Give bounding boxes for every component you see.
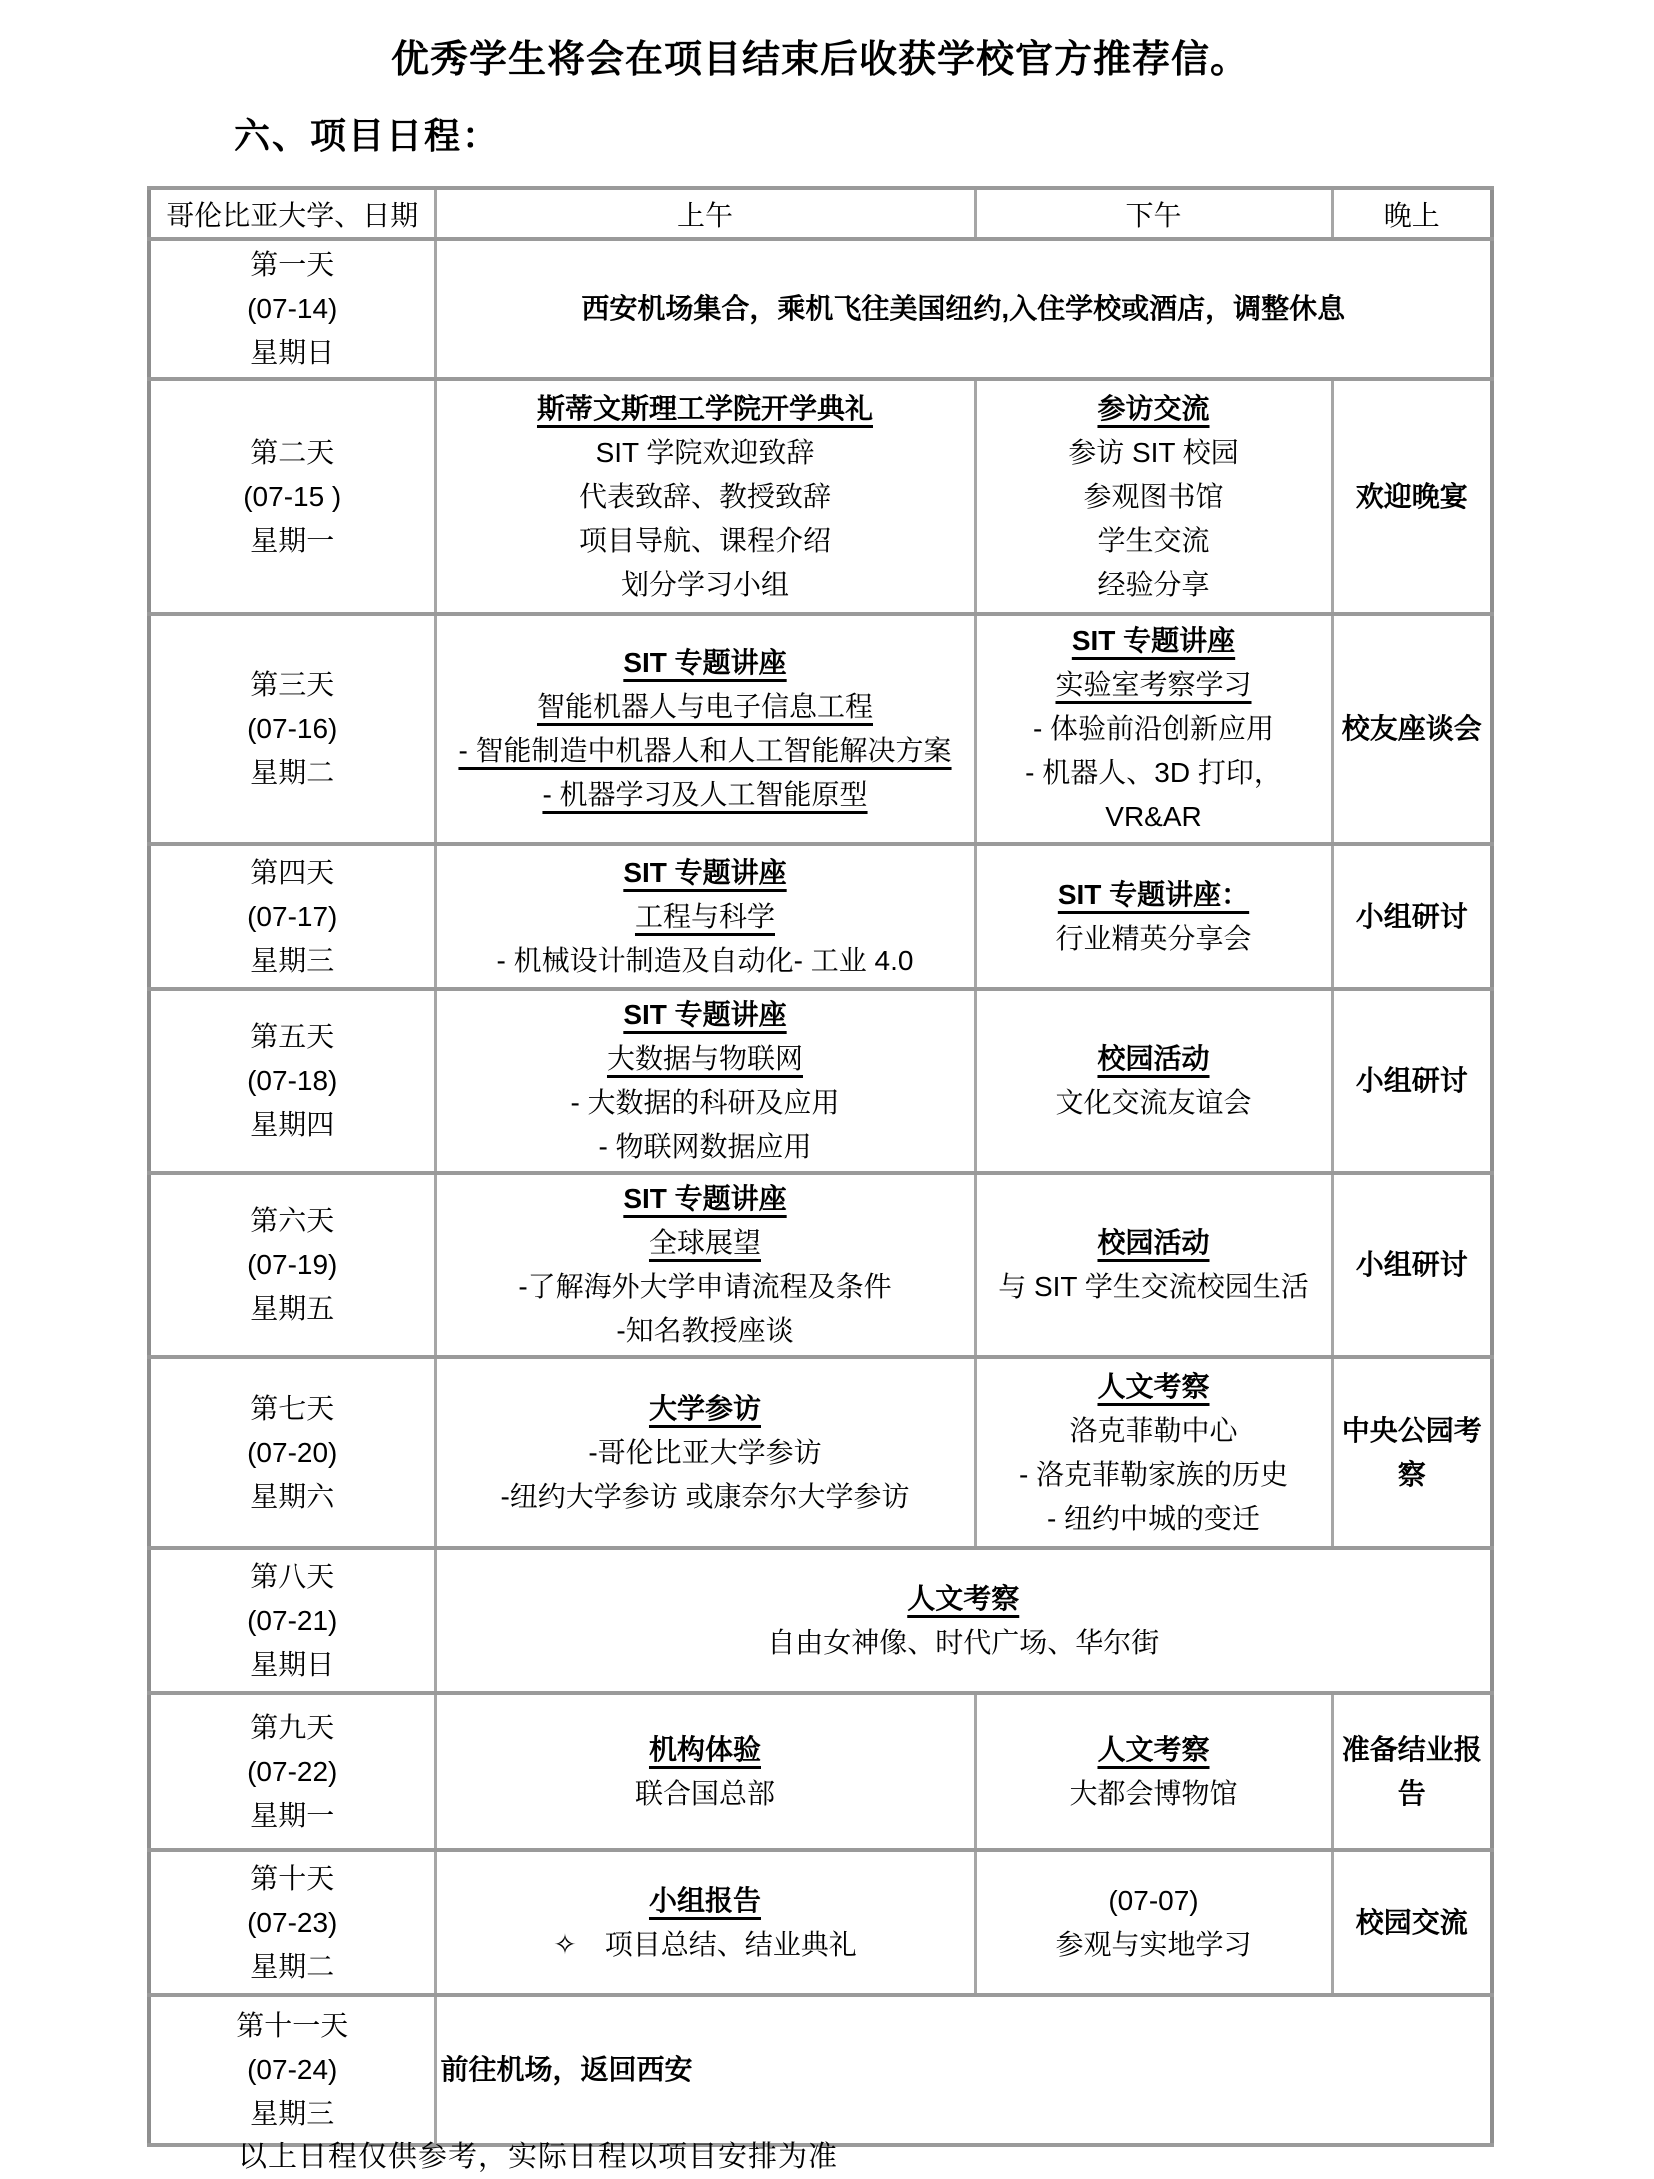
cell-line: 小组研讨: [1355, 900, 1468, 932]
day-cell: [149, 379, 435, 614]
evening-cell: [1332, 1850, 1492, 1995]
merged-activity-cell: [435, 1995, 1492, 2145]
day-cell: [149, 1850, 435, 1995]
morning-cell: [435, 844, 975, 989]
day-line: (07-18): [247, 1065, 338, 1096]
merged-activity-cell: [435, 239, 1492, 379]
cell-line: - 机器人、3D 打印，VR&AR: [1025, 757, 1282, 832]
day-line: 第六天: [250, 1205, 335, 1236]
cell-line: 人文考察: [1097, 1733, 1210, 1765]
afternoon-cell: [975, 1850, 1332, 1995]
schedule-table: [147, 186, 1494, 2147]
cell-line: 联合国总部: [634, 1777, 775, 1809]
afternoon-cell: [975, 1357, 1332, 1548]
cell-line: - 洛克菲勒家族的历史: [1018, 1458, 1289, 1490]
day-cell: [149, 1173, 435, 1357]
evening-cell: [1332, 1693, 1492, 1850]
schedule-body: [149, 239, 1492, 2145]
cell-line: 划分学习小组: [620, 568, 789, 600]
day-line: 星期三: [250, 944, 335, 976]
cell-line: 小组报告: [648, 1884, 761, 1916]
cell-line: 中央公园考察: [1341, 1414, 1482, 1490]
day-line: 星期六: [250, 1480, 335, 1512]
schedule-row: [149, 844, 1492, 989]
cell-line: - 机器学习及人工智能原型: [542, 779, 868, 810]
day-line: (07-20): [247, 1436, 338, 1468]
morning-cell: [435, 989, 975, 1173]
morning-cell: [435, 1693, 975, 1850]
cell-line: - 机械设计制造及自动化- 工业 4.0: [496, 944, 914, 976]
cell-line: 人文考察: [1097, 1370, 1210, 1402]
cell-line: 大都会博物馆: [1069, 1777, 1238, 1809]
cell-line: 人文考察: [907, 1582, 1020, 1614]
evening-cell: [1332, 1173, 1492, 1357]
day-line: 第八天: [250, 1560, 335, 1592]
day-line: 第七天: [250, 1392, 335, 1424]
schedule-row: [149, 239, 1492, 379]
cell-line: SIT 专题讲座：: [1057, 878, 1250, 910]
header-cell-date: 哥伦比亚大学、日期: [149, 188, 435, 239]
top-note: 优秀学生将会在项目结束后收获学校官方推荐信。: [390, 39, 1249, 81]
day-line: 第十一天: [236, 2010, 349, 2041]
afternoon-cell: [975, 1173, 1332, 1357]
cell-line: 经验分享: [1097, 568, 1210, 600]
evening-cell: [1332, 379, 1492, 614]
day-line: (07-17): [247, 900, 338, 932]
day-line: 第二天: [250, 436, 335, 468]
afternoon-cell: [975, 379, 1332, 614]
day-cell: [149, 239, 435, 379]
morning-cell: [435, 1850, 975, 1995]
cell-line: 校园交流: [1355, 1906, 1468, 1938]
day-line: (07-15 ): [243, 480, 342, 512]
evening-cell: [1332, 614, 1492, 844]
cell-line: 前往机场，返回西安: [440, 2054, 693, 2085]
day-line: (07-14): [247, 293, 338, 324]
footer-note: 以上日程仅供参考，实际日程以项目安排为准: [238, 2141, 839, 2173]
cell-line: 大学参访: [648, 1392, 761, 1424]
morning-cell: [435, 379, 975, 614]
day-line: 星期一: [250, 1799, 335, 1831]
day-line: 星期日: [250, 337, 335, 368]
cell-line: 参访交流: [1097, 392, 1210, 424]
day-line: 星期四: [250, 1109, 335, 1140]
day-line: (07-19): [247, 1249, 338, 1280]
cell-line: - 纽约中城的变迁: [1046, 1502, 1261, 1534]
day-cell: [149, 614, 435, 844]
day-line: 第一天: [250, 249, 335, 280]
header-cell-evening: 晚上: [1332, 188, 1492, 239]
cell-line: SIT 专题讲座: [623, 999, 787, 1030]
cell-line: 项目导航、课程介绍: [578, 524, 831, 556]
cell-line: 全球展望: [648, 1227, 761, 1258]
day-line: (07-24): [247, 2054, 338, 2085]
cell-line: 校园活动: [1097, 1043, 1210, 1074]
schedule-row: [149, 1173, 1492, 1357]
cell-line: 参观与实地学习: [1055, 1928, 1252, 1960]
day-cell: [149, 1693, 435, 1850]
cell-line: - 物联网数据应用: [598, 1131, 812, 1162]
afternoon-cell: [975, 614, 1332, 844]
day-line: (07-23): [247, 1906, 338, 1938]
schedule-row: [149, 1995, 1492, 2145]
cell-line: SIT 专题讲座: [623, 856, 787, 888]
day-line: 第十天: [250, 1862, 335, 1894]
cell-line: 小组研讨: [1355, 1065, 1468, 1096]
day-line: (07-21): [247, 1604, 338, 1636]
morning-cell: [435, 1357, 975, 1548]
cell-line: 学生交流: [1097, 524, 1210, 556]
day-cell: [149, 1357, 435, 1548]
schedule-row: [149, 1693, 1492, 1850]
day-line: 星期一: [250, 524, 335, 556]
cell-line: 参访 SIT 校园: [1068, 436, 1239, 468]
merged-activity-cell: [435, 1548, 1492, 1693]
day-cell: [149, 989, 435, 1173]
cell-line: SIT 学院欢迎致辞: [595, 436, 815, 468]
cell-line: 西安机场集合，乘机飞往美国纽约,入住学校或酒店，调整休息: [581, 293, 1346, 324]
cell-line: - 智能制造中机器人和人工智能解决方案: [458, 735, 952, 766]
cell-line: 准备结业报告: [1341, 1733, 1482, 1809]
day-cell: [149, 1995, 435, 2145]
day-cell: [149, 1548, 435, 1693]
cell-line: 校园活动: [1097, 1227, 1210, 1258]
evening-cell: [1332, 844, 1492, 989]
cell-line: 与 SIT 学生交流校园生活: [998, 1271, 1309, 1302]
cell-line: 实验室考察学习: [1055, 669, 1252, 700]
schedule-row: [149, 614, 1492, 844]
cell-line: 机构体验: [648, 1733, 761, 1765]
schedule-row: [149, 1357, 1492, 1548]
cell-line: -知名教授座谈: [616, 1315, 794, 1346]
header-cell-morning: 上午: [435, 188, 975, 239]
cell-line: 校友座谈会: [1341, 713, 1482, 744]
morning-cell: [435, 614, 975, 844]
cell-line: -哥伦比亚大学参访: [588, 1436, 822, 1468]
day-line: 星期五: [250, 1293, 335, 1324]
afternoon-cell: [975, 844, 1332, 989]
cell-line: 欢迎晚宴: [1355, 480, 1468, 512]
cell-line: 智能机器人与电子信息工程: [536, 691, 873, 722]
evening-cell: [1332, 1357, 1492, 1548]
day-line: 第四天: [250, 856, 335, 888]
day-line: 第五天: [250, 1021, 335, 1052]
afternoon-cell: [975, 1693, 1332, 1850]
section-heading: 六、项目日程：: [234, 115, 501, 156]
day-line: 第三天: [250, 669, 335, 700]
day-line: (07-22): [247, 1755, 338, 1787]
schedule-header-row: [149, 188, 1492, 239]
day-line: 星期日: [250, 1648, 335, 1680]
evening-cell: [1332, 989, 1492, 1173]
day-cell: [149, 844, 435, 989]
cell-line: 行业精英分享会: [1055, 922, 1252, 954]
day-line: 星期二: [250, 757, 335, 788]
cell-line: - 体验前沿创新应用: [1032, 713, 1275, 744]
cell-line: 洛克菲勒中心: [1069, 1414, 1238, 1446]
cell-line: 参观图书馆: [1083, 480, 1224, 512]
schedule-row: [149, 1548, 1492, 1693]
cell-line: SIT 专题讲座: [623, 647, 787, 678]
day-line: 第九天: [250, 1711, 335, 1743]
cell-line: (07-07): [1108, 1884, 1199, 1916]
cell-line: SIT 专题讲座: [623, 1183, 787, 1214]
cell-line: 斯蒂文斯理工学院开学典礼: [536, 392, 873, 424]
afternoon-cell: [975, 989, 1332, 1173]
cell-line: - 大数据的科研及应用: [570, 1087, 840, 1118]
cell-line: 文化交流友谊会: [1055, 1087, 1252, 1118]
cell-line: 代表致辞、教授致辞: [578, 480, 831, 512]
cell-line: -纽约大学参访 或康奈尔大学参访: [500, 1480, 910, 1512]
cell-line: 小组研讨: [1355, 1249, 1468, 1280]
day-line: (07-16): [247, 713, 338, 744]
cell-line: 工程与科学: [634, 900, 775, 932]
morning-cell: [435, 1173, 975, 1357]
cell-line: ✧ 项目总结、结业典礼: [553, 1928, 857, 1960]
day-line: 星期二: [250, 1950, 335, 1982]
schedule-row: [149, 989, 1492, 1173]
schedule-row: [149, 1850, 1492, 1995]
schedule-header: [149, 188, 1492, 239]
header-cell-afternoon: 下午: [975, 188, 1332, 239]
cell-line: SIT 专题讲座: [1071, 625, 1236, 656]
day-line: 星期三: [250, 2098, 335, 2129]
cell-line: -了解海外大学申请流程及条件: [518, 1271, 892, 1302]
schedule-row: [149, 379, 1492, 614]
cell-line: 自由女神像、时代广场、华尔街: [767, 1626, 1160, 1658]
cell-line: 大数据与物联网: [606, 1043, 803, 1074]
